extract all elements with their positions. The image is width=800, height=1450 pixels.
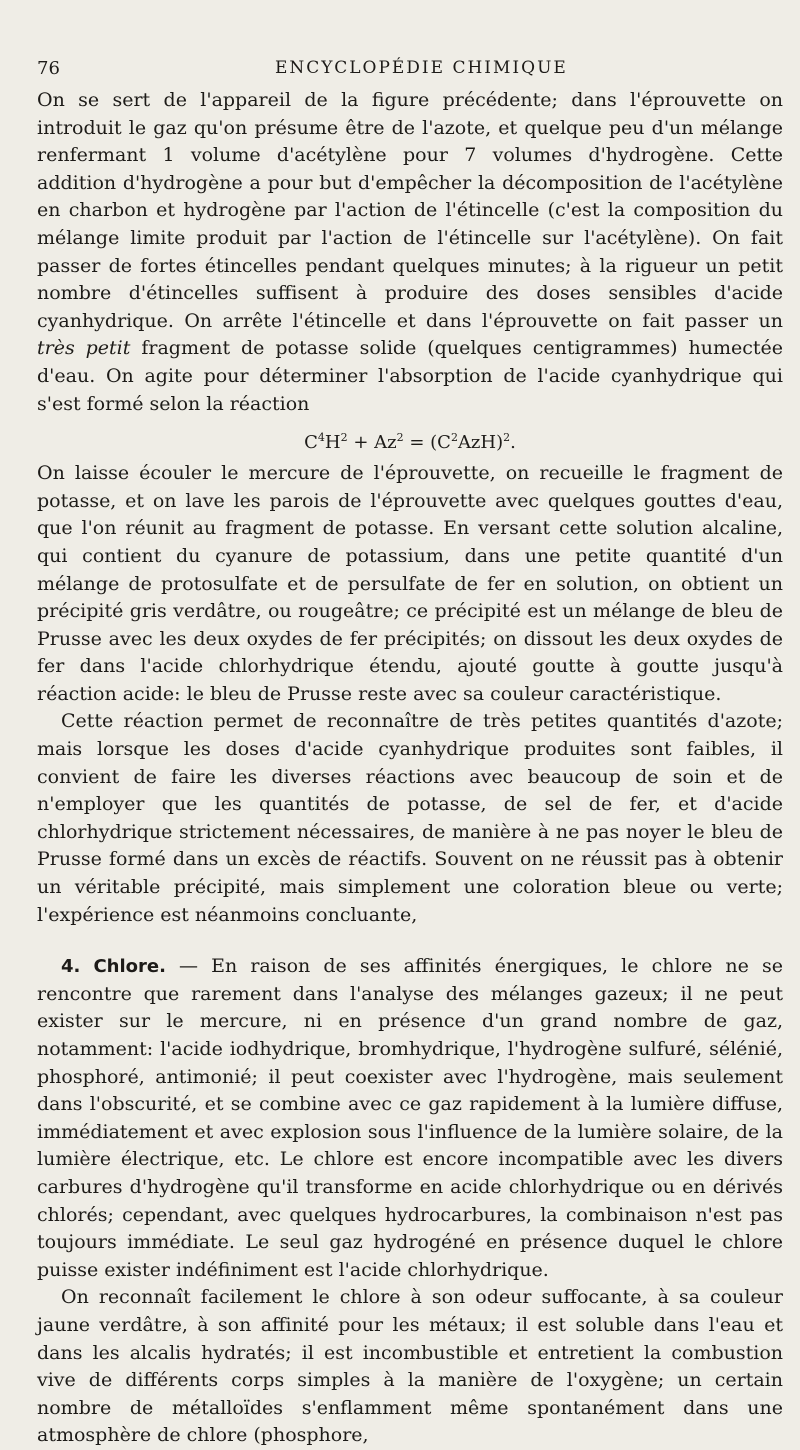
page-number: 76 bbox=[37, 58, 60, 79]
section-title: Chlore. bbox=[93, 956, 166, 978]
running-head: ENCYCLOPÉDIE CHIMIQUE bbox=[275, 58, 568, 78]
section-paragraph-chlore: 4. Chlore. — En raison de ses affinités énergiques, le chlore ne se rencontre que rarement dans l'analyse des mélanges gazeux; il ne peut exister sur le mercure, ni en présence d'un grand nombre de gaz, notamment: l'acide iodhydrique, bromhydrique, l'hydrogène sulfuré, sélénié, phosphoré, antimonié; il peut coexister avec l'hydrogène, mais seulement dans l'obscurité, et se combine avec ce gaz rapidement à la lumière diffuse, immédiatement et avec explosion sous l'influence de la lumière solaire, de la lumière électrique, etc. Le chlore est encore incompatible avec les divers carbures d'hydrogène qu'il transforme en acide chlorhydrique ou en dérivés chlorés; cependant, avec quelques hydrocarbures, la combinaison n'est pas toujours immédiate. Le seul gaz hydrogéné en présence duquel le chlore puisse exister indéfiniment est l'acide chlorhydrique. bbox=[37, 955, 783, 1281]
paragraph-5: On reconnaît facilement le chlore à son odeur suffocante, à sa couleur jaune verdâtre, à son affinité pour les métaux; il est soluble dans l'eau et dans les alcalis hydratés; il est incombustible et entretient la combustion vive de différents corps simples à la manière de l'oxygène; un certain nombre de métalloïdes s'enflamment même spontanément dans une atmosphère de chlore (phosphore, bbox=[37, 1286, 783, 1447]
chemical-formula: $C^4H^2 + Az^2 = (C^2AzH)^2$. bbox=[304, 431, 516, 454]
page-header bbox=[37, 58, 770, 82]
section-number: 4. bbox=[61, 956, 81, 978]
italic-emphasis: très petit bbox=[37, 337, 131, 360]
paragraph-3: Cette réaction permet de reconnaître de très petites quantités d'azote; mais lorsque les doses d'acide cyanhydrique produites sont faibles, il convient de faire les diverses réactions avec beaucoup de soin et de n'employer que les quantités de potasse, de sel de fer, et d'acide chlorhydrique strictement nécessaires, de manière à ne pas noyer le bleu de Prusse formé dans un excès de réactifs. Souvent on ne réussit pas à obtenir un véritable précipité, mais simplement une coloration bleue ou verte; l'expérience est néanmoins concluante, bbox=[37, 710, 783, 926]
paragraph-2: On laisse écouler le mercure de l'éprouvette, on recueille le fragment de potasse, et on lave les parois de l'éprouvette avec quelques gouttes d'eau, que l'on réunit au fragment de potasse. En versant cette solution alcaline, qui contient du cyanure de potassium, dans une petite quantité d'un mélange de protosulfate et de persulfate de fer en solution, on obtient un précipité gris verdâtre, ou rougeâtre; ce précipité est un mélange de bleu de Prusse avec les deux oxydes de fer précipités; on dissout les deux oxydes de fer dans l'acide chlorhydrique étendu, ajouté goutte à goutte jusqu'à réaction acide: le bleu de Prusse reste avec sa couleur caractéristique. bbox=[37, 462, 783, 705]
paragraph-1: On se sert de l'appareil de la figure précédente; dans l'éprouvette on introduit le gaz qu'on présume être de l'azote, et quelque peu d'un mélange renfermant 1 volume d'acétylène pour 7 volumes d'hydrogène. Cette addition d'hydrogène a pour but d'empêcher la décomposition de l'acétylène en charbon et hydrogène par l'action de l'étincelle (c'est la composition du mélange limite produit par l'action de l'étincelle sur l'acétylène). On fait passer de fortes étincelles pendant quelques minutes; à la rigueur un petit nombre d'étincelles suffisent à produire des doses sensibles d'acide cyanhydrique. On arrête l'étincelle et dans l'éprouvette on fait passer un très petit fragment de potasse solide (quelques centigrammes) humectée d'eau. On agite pour déterminer l'absorption de l'acide cyanhydrique qui s'est formé selon la réaction bbox=[37, 89, 783, 415]
body-text bbox=[37, 87, 783, 1450]
